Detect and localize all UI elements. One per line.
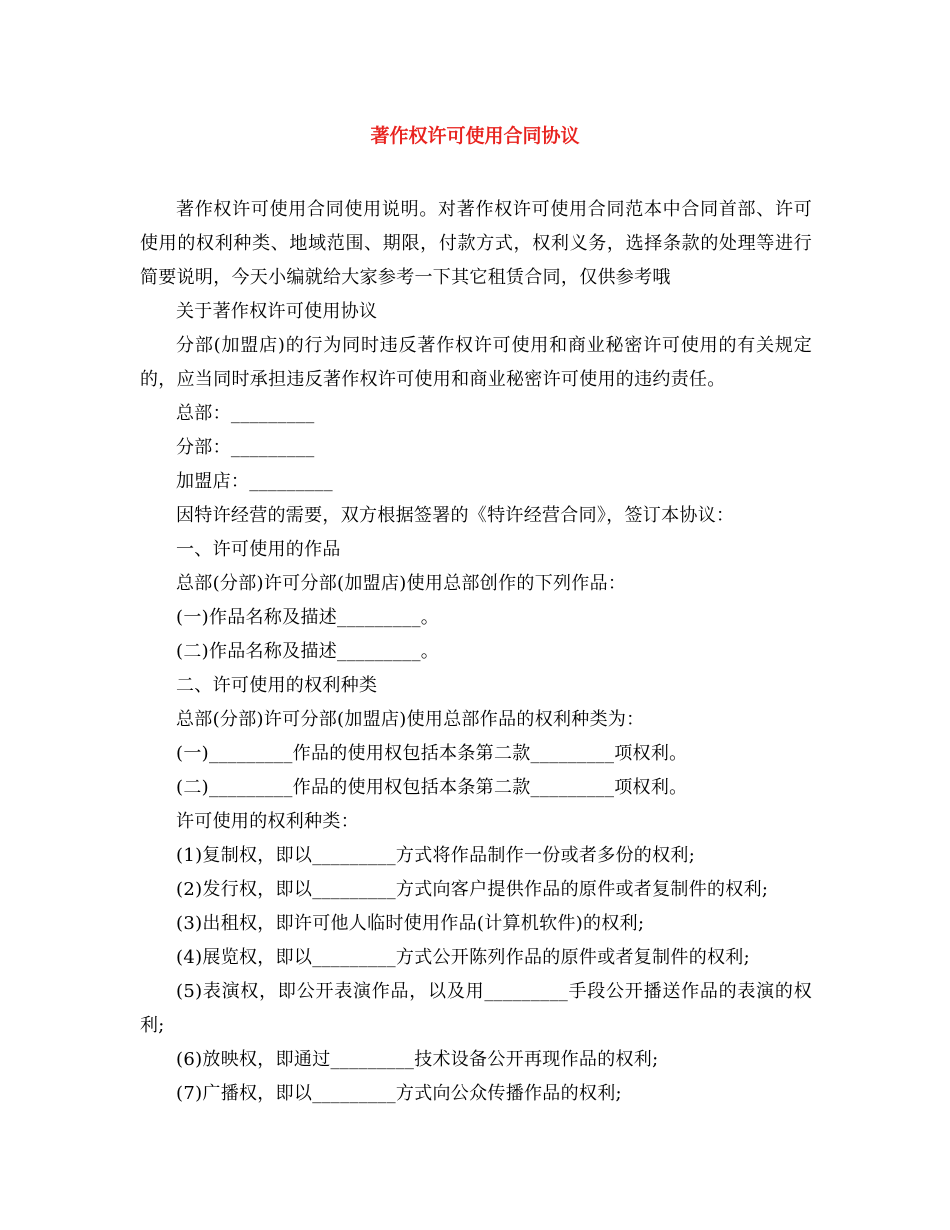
intro-paragraph: 著作权许可使用合同使用说明。对著作权许可使用合同范本中合同首部、许可使用的权利种类、地域范围、期限，付款方式，权利义务，选择条款的处理等进行简要说明，今天小编就给大家参考一下其它租赁合同，仅供参考哦 [140,199,812,288]
section-2-item-2: (二)_________作品的使用权包括本条第二款_________项权利。 [176,777,688,798]
right-screening: (6)放映权，即通过_________技术设备公开再现作品的权利; [176,1049,659,1070]
section-heading-agreement: 关于著作权许可使用协议 [176,301,378,322]
right-broadcast: (7)广播权，即以_________方式向公众传播作品的权利; [176,1083,622,1104]
section-2-item-1: (一)_________作品的使用权包括本条第二款_________项权利。 [176,743,688,764]
rights-types-heading: 许可使用的权利种类： [176,811,359,832]
document-title: 著作权许可使用合同协议 [370,125,580,147]
right-rental: (3)出租权，即许可他人临时使用作品(计算机软件)的权利; [176,913,645,934]
document-body [140,193,812,1111]
right-distribution: (2)发行权，即以_________方式向客户提供作品的原件或者复制件的权利; [176,879,769,900]
section-1-item-1: (一)作品名称及描述_________。 [176,607,440,628]
preamble-paragraph: 因特许经营的需要，双方根据签署的《特许经营合同》，签订本协议： [176,505,735,526]
party-branch: 分部：_________ [176,437,315,458]
section-1-intro: 总部(分部)许可分部(加盟店)使用总部创作的下列作品： [176,573,627,594]
section-1-item-2: (二)作品名称及描述_________。 [176,641,440,662]
party-headquarters: 总部：_________ [176,403,315,424]
section-2-heading: 二、许可使用的权利种类 [176,675,378,696]
right-performance: (5)表演权，即公开表演作品，以及用_________手段公开播送作品的表演的权利; [140,981,812,1036]
right-copy: (1)复制权，即以_________方式将作品制作一份或者多份的权利; [176,845,696,866]
section-1-heading: 一、许可使用的作品 [176,539,341,560]
liability-paragraph: 分部(加盟店)的行为同时违反著作权许可使用和商业秘密许可使用的有关规定的，应当同时承担违反著作权许可使用和商业秘密许可使用的违约责任。 [140,335,812,390]
section-2-intro: 总部(分部)许可分部(加盟店)使用总部作品的权利种类为： [176,709,645,730]
right-exhibition: (4)展览权，即以_________方式公开陈列作品的原件或者复制件的权利; [176,947,750,968]
party-franchisee: 加盟店：_________ [176,471,333,492]
